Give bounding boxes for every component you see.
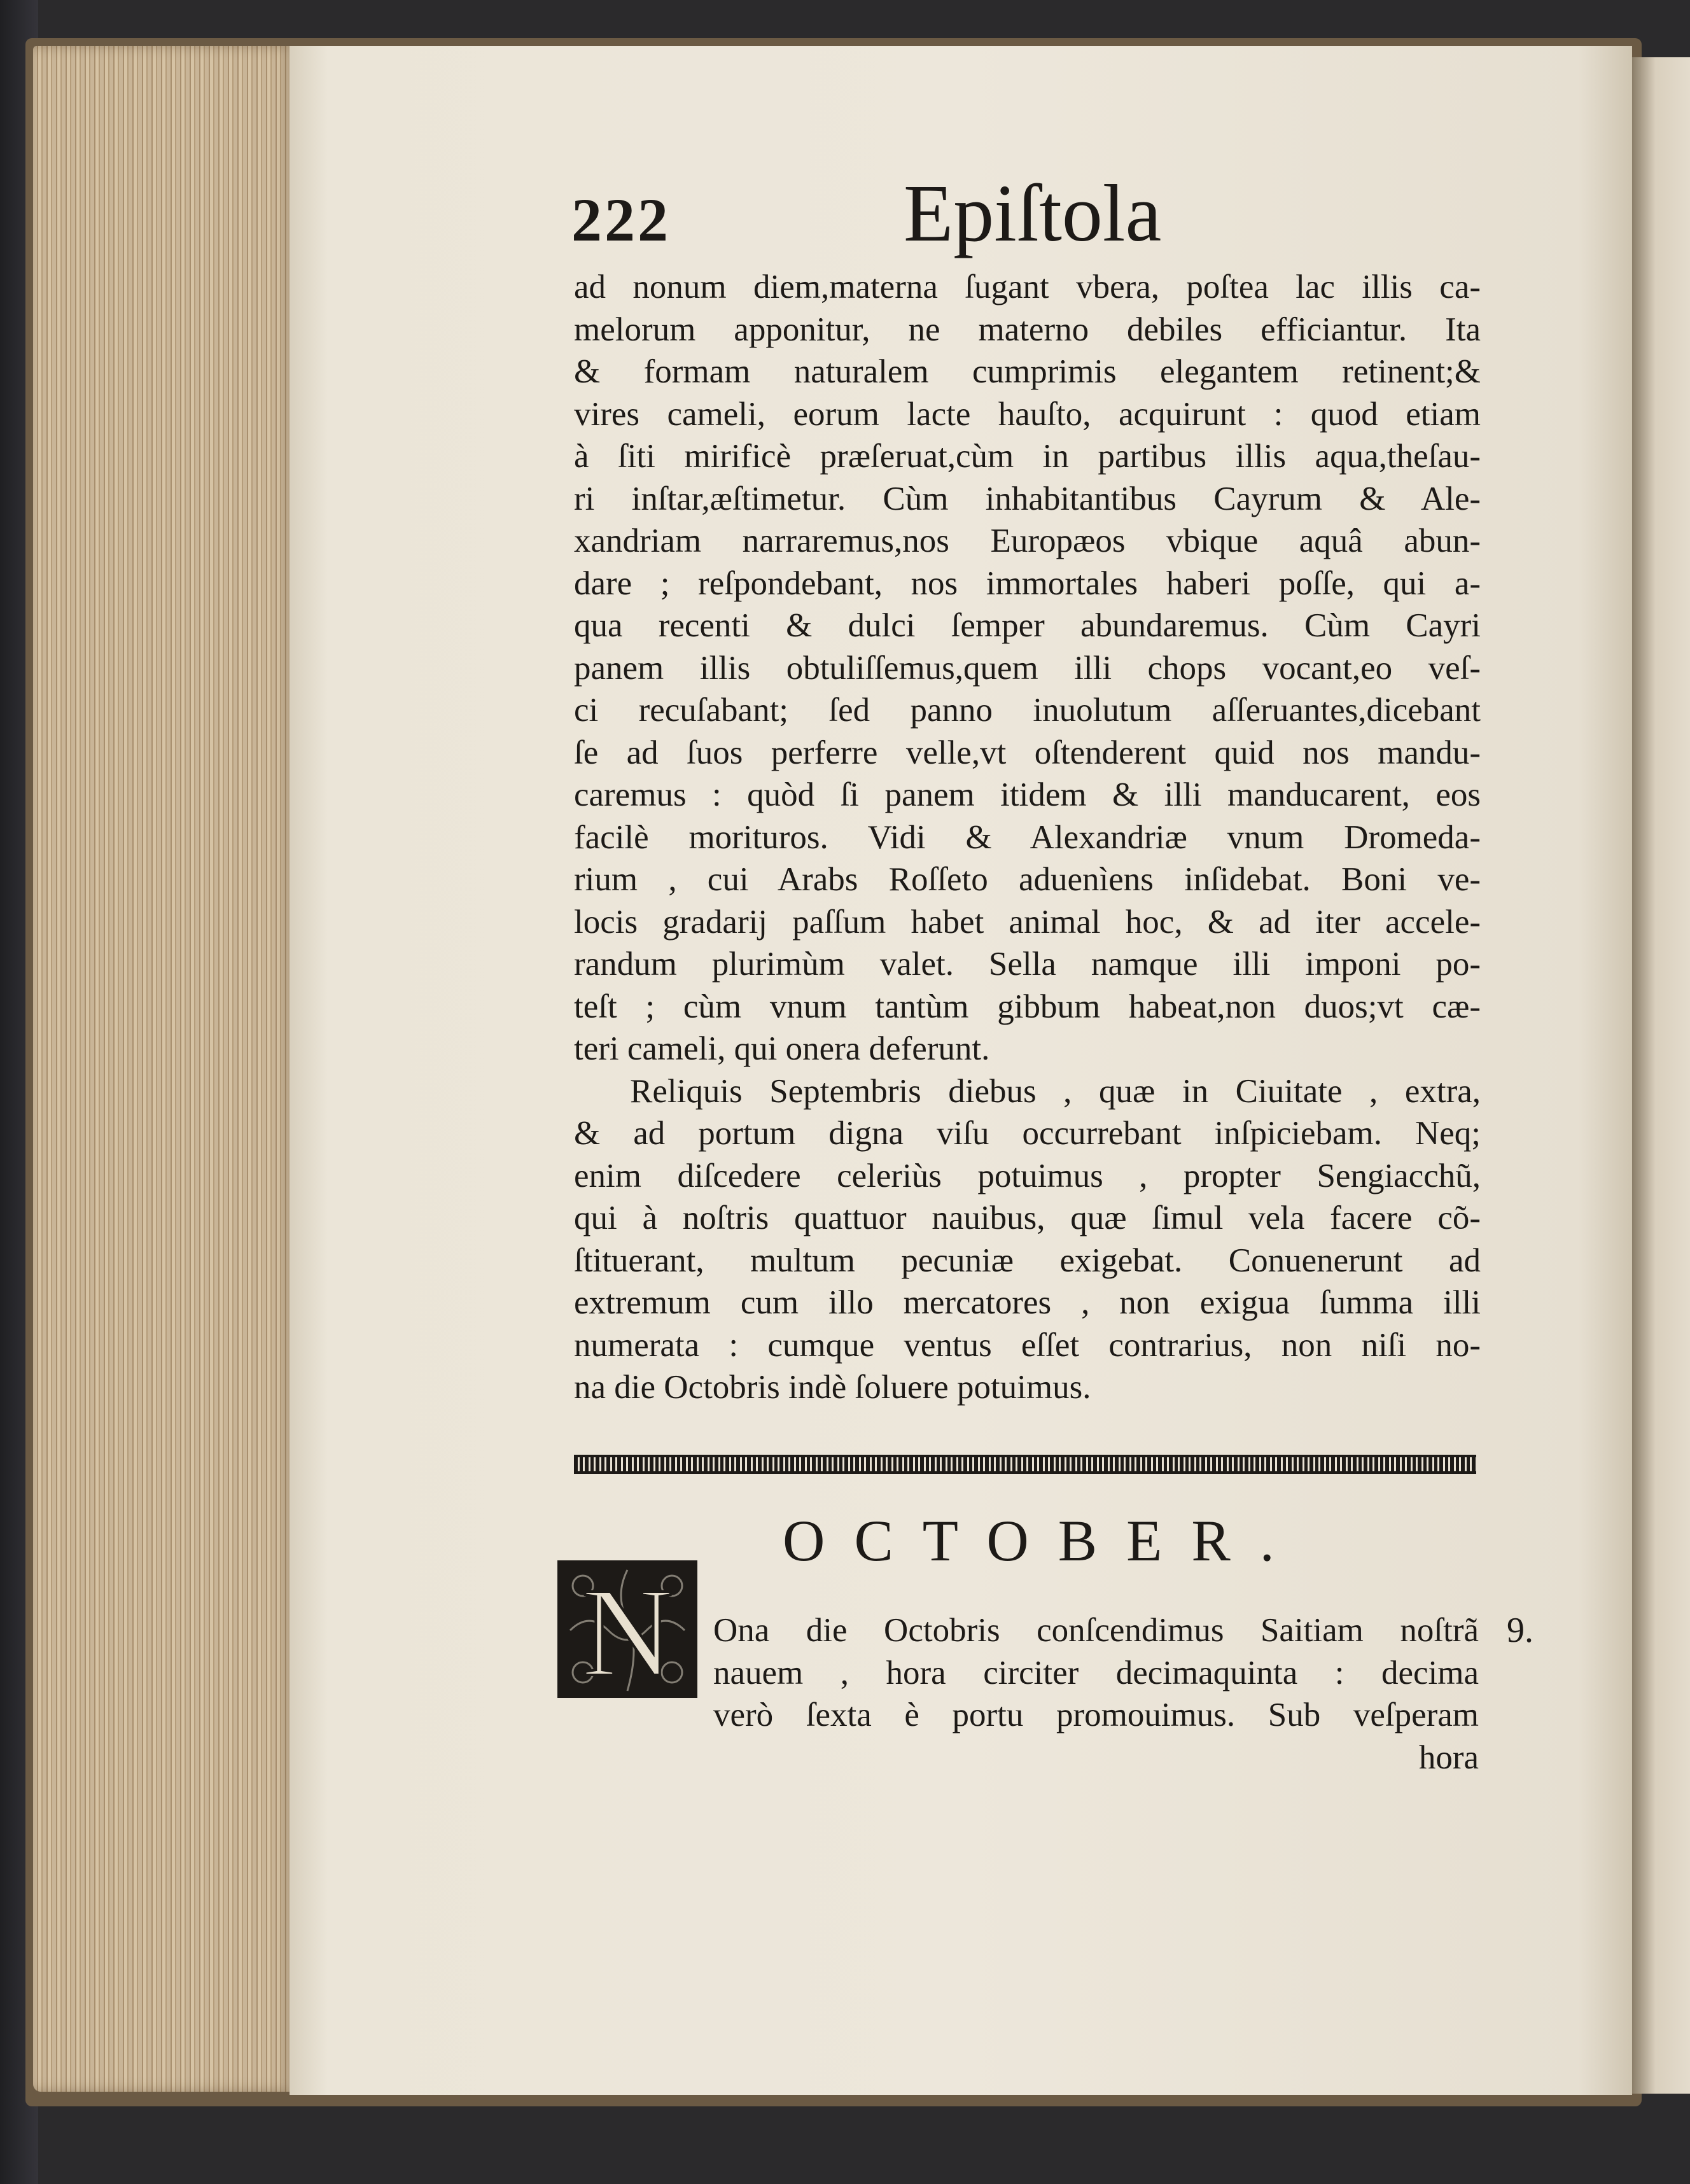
ornamental-rule: [574, 1455, 1476, 1474]
paragraph-1: [574, 266, 1481, 1070]
text-line: à ſiti mirificè præſeruat,cùm in partibus illis aqua,theſau-: [574, 438, 1481, 475]
catchword: hora: [1418, 1739, 1479, 1776]
page-stack-edge: [33, 46, 294, 2092]
text-line: nauem , hora circiter decimaquinta : decima: [713, 1654, 1479, 1691]
text-line: verò ſexta è portu promouimus. Sub veſperam: [713, 1697, 1479, 1733]
text-line: randum plurimùm valet. Sella namque illi imponi po-: [574, 946, 1481, 983]
text-line: teri cameli, qui onera deferunt.: [574, 1030, 990, 1067]
main-text: [574, 266, 1481, 1409]
text-line: Reliquis Septembris diebus , quæ in Ciuitate , extra,: [630, 1072, 1481, 1110]
text-line: caremus : quòd ſi panem itidem & illi manducarent, eos: [574, 776, 1481, 813]
text-line: qui à noſtris quattuor nauibus, quæ ſimul vela facere cõ-: [574, 1200, 1481, 1236]
margin-date: 9.: [1507, 1611, 1533, 1650]
text-line: xandriam narraremus,nos Europæos vbique aquâ abun-: [574, 522, 1481, 559]
drop-cap-ornament-icon: [557, 1560, 697, 1698]
drop-cap-letter: N: [581, 1562, 674, 1698]
text-line: rium , cui Arabs Roſſeto aduenìens inſidebat. Boni ve-: [574, 861, 1481, 898]
text-line: vires cameli, eorum lacte hauſto, acquirunt : quod etiam: [574, 395, 1481, 433]
text-line: numerata : cumque ventus eſſet contrarius, non niſi no-: [574, 1326, 1481, 1364]
section-title: OCTOBER.: [783, 1508, 1304, 1573]
text-line: ad nonum diem,materna ſugant vbera, poſtea lac illis ca-: [574, 269, 1481, 305]
text-line: panem illis obtuliſſemus,quem illi chops vocant,eo veſ-: [574, 649, 1481, 687]
october-lines: [713, 1609, 1479, 1736]
text-line: facilè morituros. Vidi & Alexandriæ vnum Dromeda-: [574, 818, 1481, 856]
facing-page-edge: [1632, 57, 1690, 2094]
text-line: dare ; reſpondebant, nos immortales haberi poſſe, qui a-: [574, 564, 1481, 602]
text-line: ſtituerant, multum pecuniæ exigebat. Conuenerunt ad: [574, 1242, 1481, 1279]
text-line: Ona die Octobris conſcendimus Saitiam noſtrã: [713, 1612, 1479, 1649]
text-line: ſe ad ſuos perferre velle,vt oſtenderent quid nos mandu-: [574, 734, 1481, 771]
text-line: teſt ; cùm vnum tantùm gibbum habeat,non duos;vt cæ-: [574, 988, 1481, 1025]
paragraph-2: [574, 1070, 1481, 1409]
running-head: Epiſtola: [904, 168, 1162, 258]
text-line: na die Octobris indè ſoluere potuimus.: [574, 1369, 1091, 1406]
text-line: melorum apponitur, ne materno debiles efficiantur. Ita: [574, 311, 1481, 348]
text-line: qua recenti & dulci ſemper abundaremus. Cùm Cayri: [574, 607, 1481, 644]
text-line: enim diſcedere celeriùs potuimus , propter Sengiacchũ,: [574, 1157, 1481, 1194]
text-line: & ad portum digna viſu occurrebant inſpiciebam. Neq;: [574, 1115, 1481, 1152]
text-line: & formam naturalem cumprimis elegantem retinent;&: [574, 353, 1481, 390]
text-line: locis gradarij paſſum habet animal hoc, & ad iter accele-: [574, 903, 1481, 941]
text-line: ri inſtar,æſtimetur. Cùm inhabitantibus Cayrum & Ale-: [574, 480, 1481, 517]
text-line: ci recuſabant; ſed panno inuolutum aſſeruantes,dicebant: [574, 692, 1481, 729]
text-line: extremum cum illo mercatores , non exigua ſumma illi: [574, 1284, 1481, 1321]
page-number: 222: [571, 186, 671, 254]
october-text: [713, 1609, 1479, 1779]
